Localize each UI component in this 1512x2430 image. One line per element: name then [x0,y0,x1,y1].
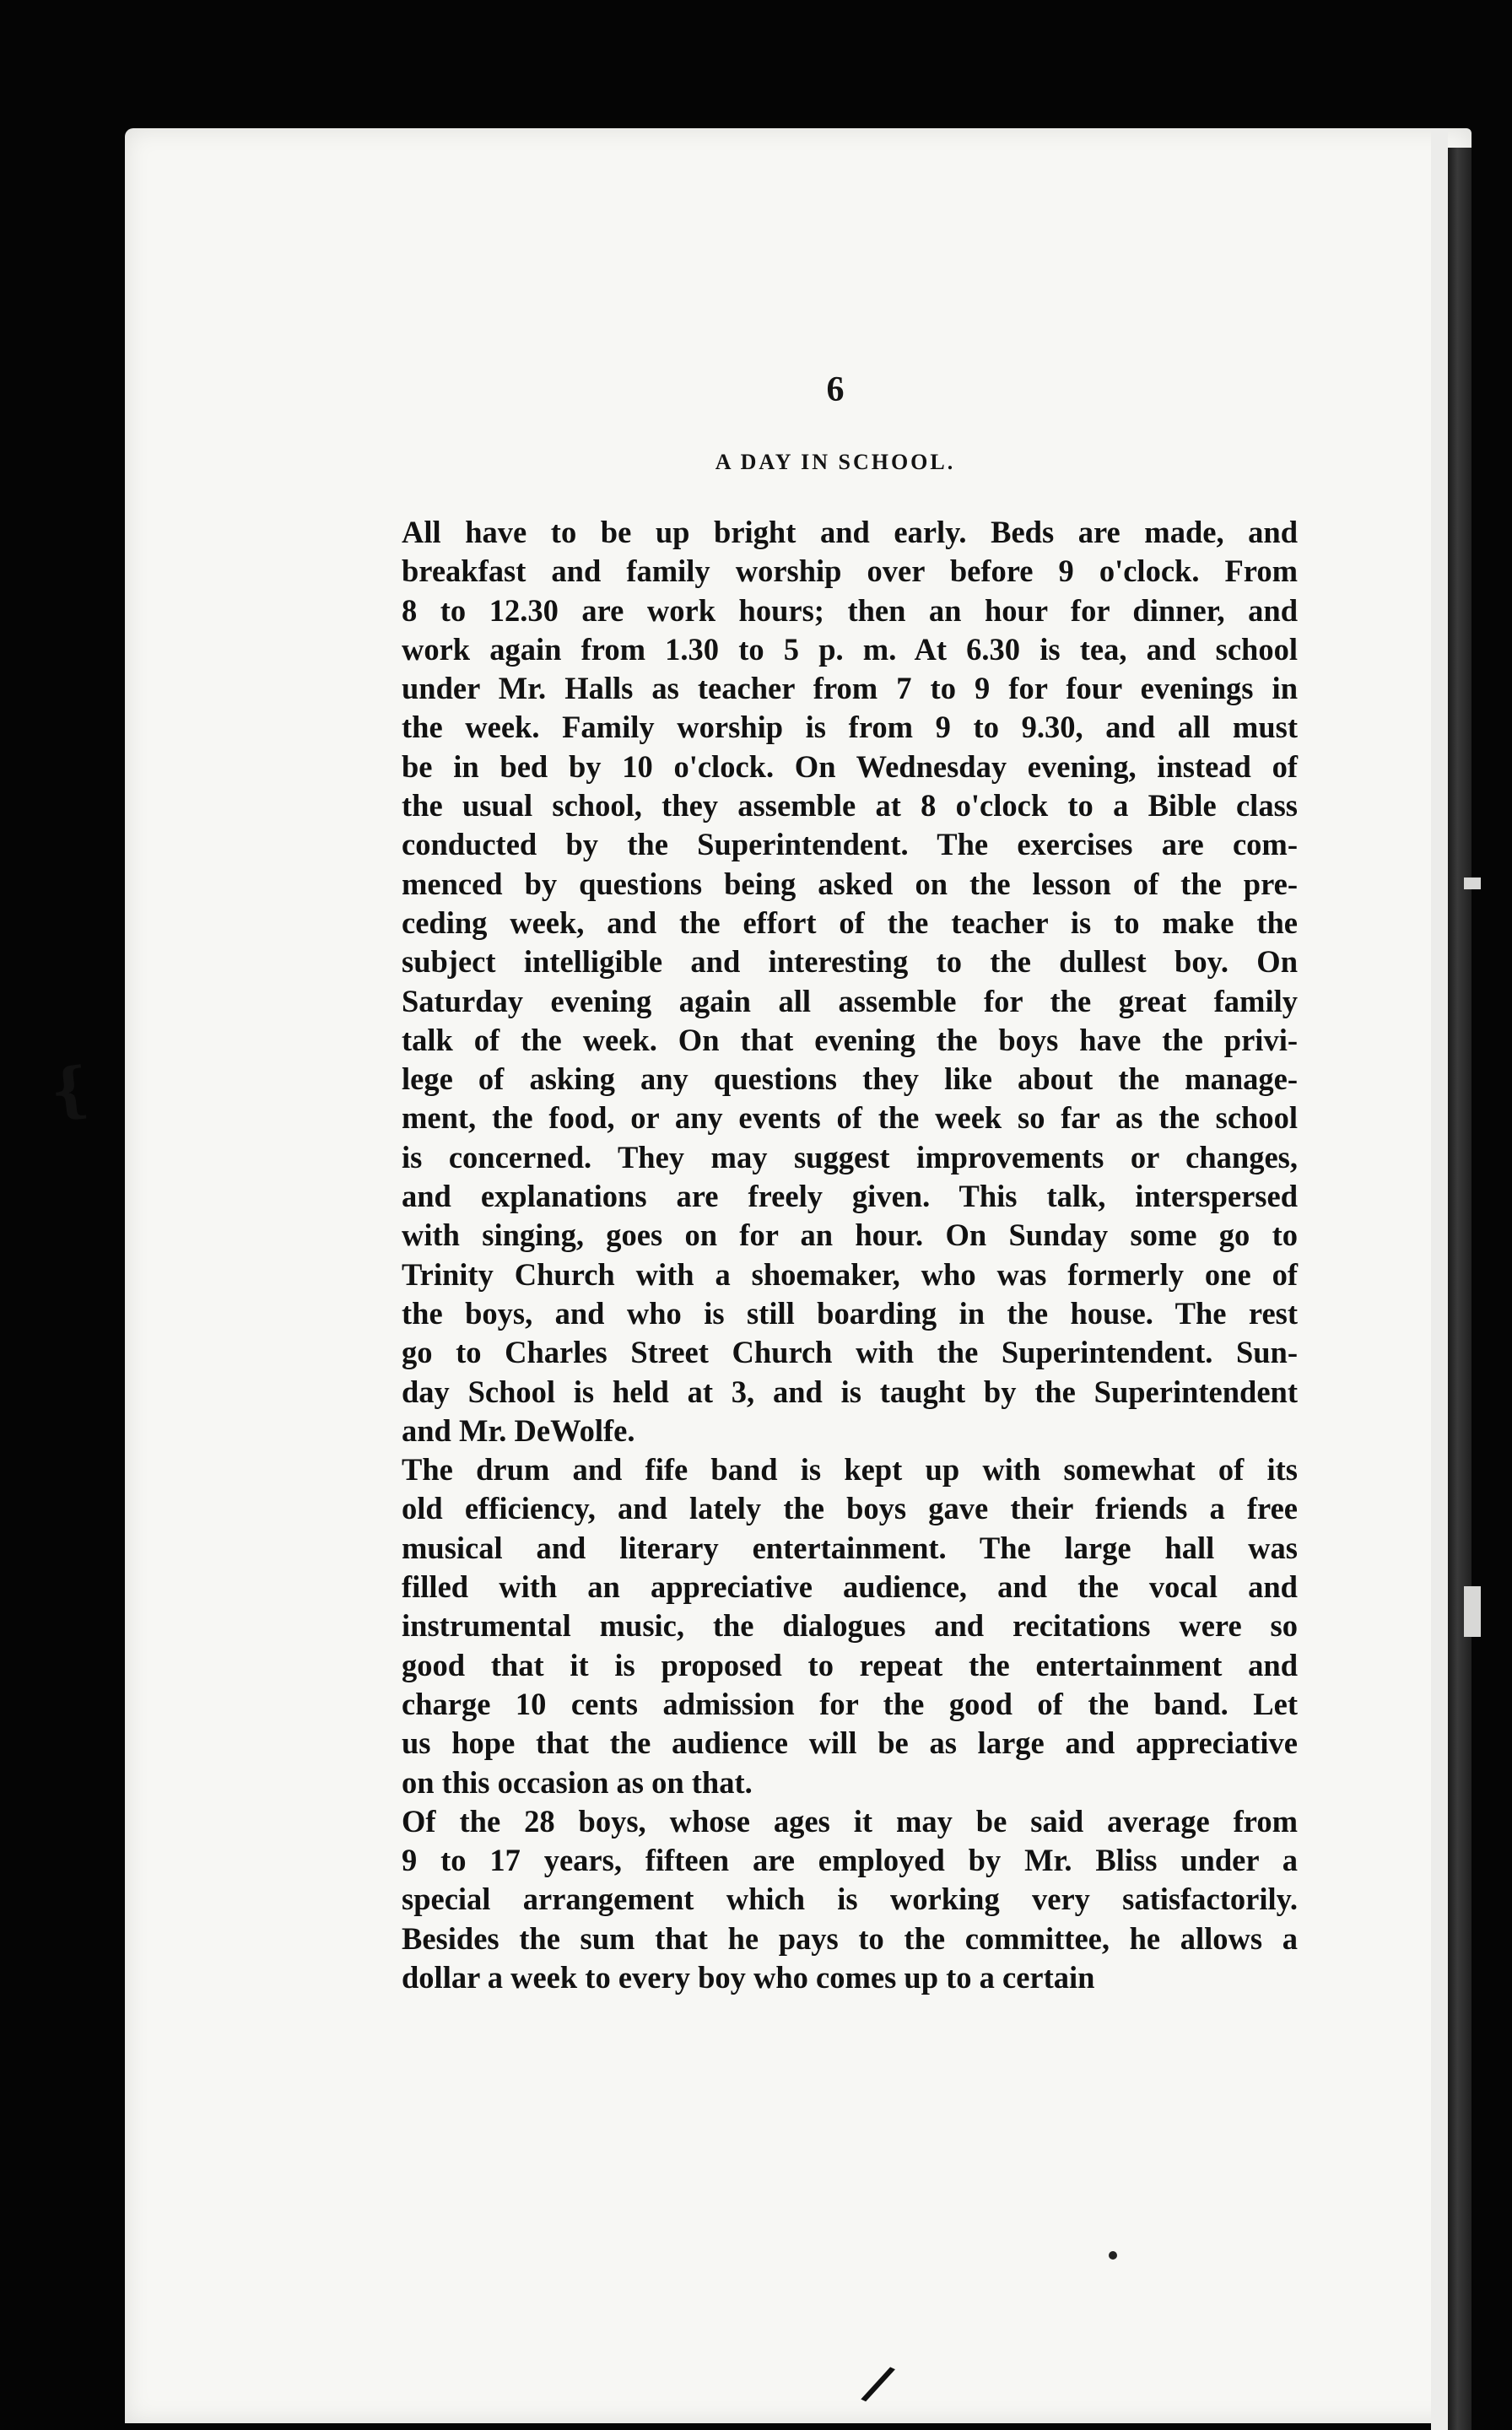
text-line: Saturday evening again all assemble for the great family [402,983,1298,1018]
text-line: be in bed by 10 o'clock. On Wednesday evening, instead of [402,748,1298,784]
text-line: special arrangement which is working very satisfactorily. [402,1882,1298,1917]
text-line: work again from 1.30 to 5 p. m. At 6.30 is tea, and school [402,631,1298,667]
margin-mark: { [46,1052,93,1127]
text-line: the week. Family worship is from 9 to 9.30, and all must [402,710,1298,745]
text-line: menced by questions being asked on the lesson of the pre- [402,866,1298,901]
text-line: ment, the food, or any events of the week so far as the school [402,1100,1298,1136]
text-line: filled with an appreciative audience, and the vocal and [402,1569,1298,1605]
text-line: the boys, and who is still boarding in the house. The rest [402,1295,1298,1331]
edge-tear-mark [1464,1586,1481,1637]
body-text [376,513,1298,1997]
text-line: talk of the week. On that evening the boys have the privi- [402,1022,1298,1057]
page-right-edge [1448,148,1472,2430]
page-gutter [1431,128,1448,2430]
paragraph-1 [376,513,1298,1450]
text-line: breakfast and family worship over before 9 o'clock. From [402,554,1298,589]
section-heading: A DAY IN SCHOOL. [715,450,956,474]
text-line: on this occasion as on that. [402,1764,753,1800]
text-line: All have to be up bright and early. Beds are made, and [402,515,1298,549]
text-line: charge 10 cents admission for the good of the band. Let [402,1686,1298,1721]
text-line: 9 to 17 years, fifteen are employed by Mr. Bliss under a [402,1843,1298,1878]
paragraph-3 [376,1802,1298,1997]
paragraph-2 [376,1450,1298,1802]
text-line: Of the 28 boys, whose ages it may be said average from [402,1803,1298,1839]
text-line: with singing, goes on for an hour. On Sunday some go to [402,1218,1298,1253]
text-line: the usual school, they assemble at 8 o'clock to a Bible class [402,788,1298,824]
text-line: The drum and fife band is kept up with somewhat of its [402,1452,1298,1488]
edge-tear-mark [1464,878,1481,889]
text-line: conducted by the Superintendent. The exercises are com- [402,827,1298,862]
page-number: 6 [826,370,845,409]
text-line: go to Charles Street Church with the Superintendent. Sun- [402,1335,1298,1370]
text-line: is concerned. They may suggest improvements or changes, [402,1139,1298,1174]
text-line: instrumental music, the dialogues and recitations were so [402,1608,1298,1644]
text-line: musical and literary entertainment. The large hall was [402,1530,1298,1565]
text-line: and Mr. DeWolfe. [402,1412,635,1448]
text-line: subject intelligible and interesting to the dullest boy. On [402,944,1298,980]
text-line: ceding week, and the effort of the teacher is to make the [402,904,1298,940]
text-line: 8 to 12.30 are work hours; then an hour for dinner, and [402,592,1298,628]
bottom-mark: / [857,2352,899,2415]
text-line: old efficiency, and lately the boys gave their friends a free [402,1491,1298,1526]
text-line: good that it is proposed to repeat the entertainment and [402,1647,1298,1682]
ink-dot [1109,2251,1117,2260]
text-line: lege of asking any questions they like about the manage- [402,1061,1298,1097]
text-line: dollar a week to every boy who comes up to a certain [402,1959,1095,1995]
text-line: and explanations are freely given. This talk, interspersed [402,1179,1298,1214]
text-line: Besides the sum that he pays to the committee, he allows a [402,1920,1298,1956]
text-line: Trinity Church with a shoemaker, who was formerly one of [402,1256,1298,1292]
text-line: us hope that the audience will be as large and appreciative [402,1725,1298,1761]
text-line: under Mr. Halls as teacher from 7 to 9 for four evenings in [402,671,1298,706]
text-line: day School is held at 3, and is taught by the Superintendent [402,1374,1298,1409]
